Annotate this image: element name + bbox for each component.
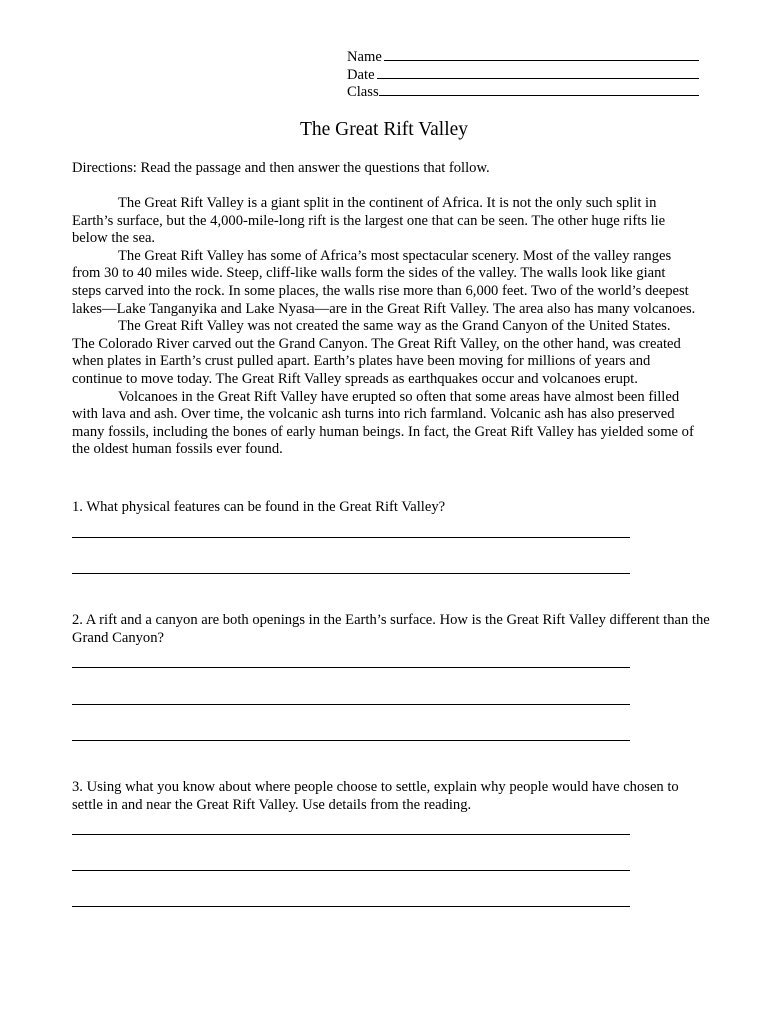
reading-passage: [72, 195, 696, 459]
answer-line-2b[interactable]: [72, 704, 630, 705]
directions-text: Directions: Read the passage and then answer the questions that follow.: [72, 160, 490, 176]
date-label: Date: [347, 66, 375, 83]
class-field-line[interactable]: [379, 82, 699, 96]
passage-paragraph-2: The Great Rift Valley has some of Africa’s most spectacular scenery. Most of the valley ranges from 30 to 40 miles wide. Steep, cliff-like walls form the sides of the valley. The walls look like giant steps carved into the rock. In some places, the walls rise more than 6,000 feet. Two of the world’s deepest lakes—Lake Tanganyika and Lake Nyasa—are in the Great Rift Valley. The area also has many volcanoes.: [72, 247, 696, 317]
answer-line-3b[interactable]: [72, 870, 630, 871]
class-field-row: [347, 82, 699, 100]
answer-line-3c[interactable]: [72, 906, 630, 907]
passage-paragraph-3: The Great Rift Valley was not created the same way as the Grand Canyon of the United States. The Colorado River carved out the Grand Canyon. The Great Rift Valley, on the other hand, was created when plates in Earth’s crust pulled apart. Earth’s plates have been moving for millions of years and continue to move today. The Great Rift Valley spreads as earthquakes occur and volcanoes erupt.: [72, 318, 681, 387]
name-field-row: [347, 47, 699, 65]
date-field-row: [347, 65, 699, 83]
question-3: 3. Using what you know about where people choose to settle, explain why people would have chosen to settle in and near the Great Rift Valley. Use details from the reading.: [72, 779, 679, 813]
answer-line-2a[interactable]: [72, 667, 630, 668]
passage-paragraph-1: The Great Rift Valley is a giant split in the continent of Africa. It is not the only such split in Earth’s surface, but the 4,000-mile-long rift is the largest one that can be seen. The other huge rifts lie below the sea.: [72, 195, 666, 247]
name-field-line[interactable]: [384, 47, 699, 61]
answer-line-3a[interactable]: [72, 834, 630, 835]
name-label: Name: [347, 49, 382, 65]
answer-line-2c[interactable]: [72, 740, 630, 741]
page-title: The Great Rift Valley: [299, 119, 469, 140]
student-info-fields: [347, 47, 699, 100]
passage-paragraph-4: Volcanoes in the Great Rift Valley have erupted so often that some areas have almost been filled with lava and ash. Over time, the volcanic ash turns into rich farmland. Volcanic ash has also preserved many fossils, including the bones of early human beings. In fact, the Great Rift Valley has yielded some of the oldest human fossils ever found.: [72, 388, 694, 458]
question-2: 2. A rift and a canyon are both openings in the Earth’s surface. How is the Great Rift Valley different than the Grand Canyon?: [72, 612, 710, 646]
question-1: 1. What physical features can be found in the Great Rift Valley?: [72, 499, 446, 515]
answer-line-1a[interactable]: [72, 537, 630, 538]
class-label: Class: [347, 84, 379, 101]
date-field-line[interactable]: [377, 65, 699, 79]
answer-line-1b[interactable]: [72, 573, 630, 574]
